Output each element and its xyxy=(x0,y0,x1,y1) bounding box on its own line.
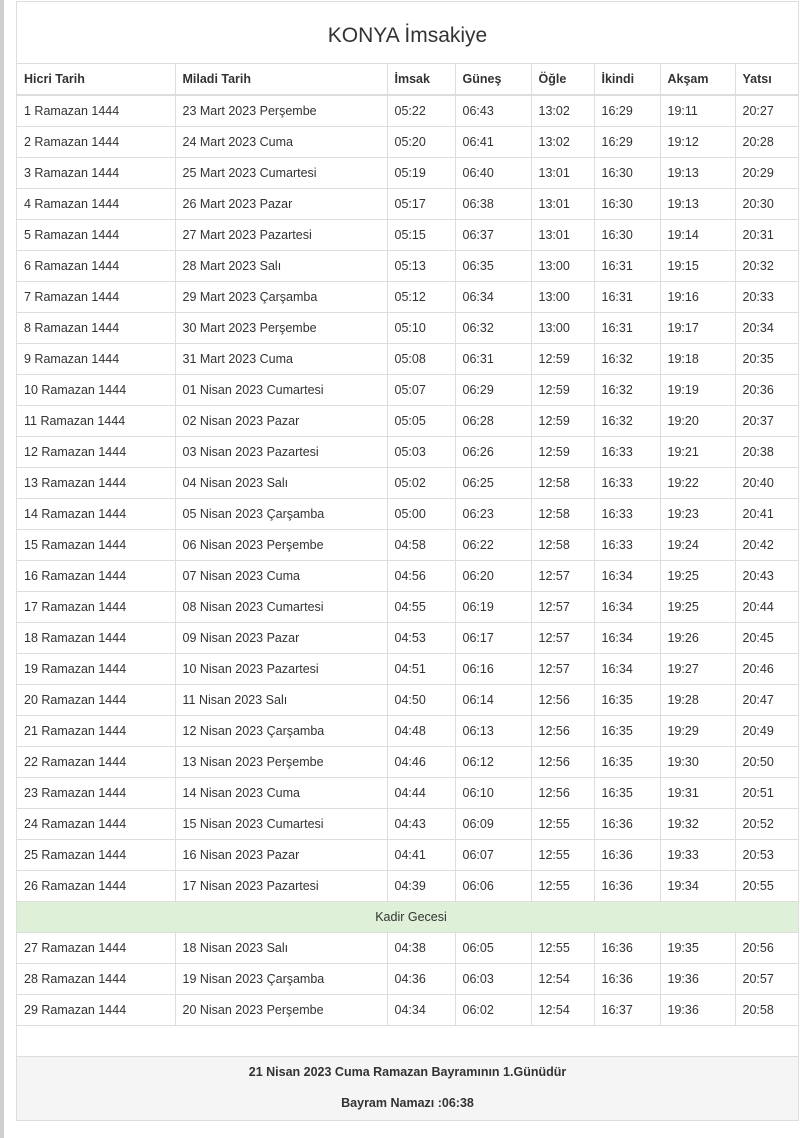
aksam-time-cell: 19:13 xyxy=(660,189,735,220)
gunes-time-cell: 06:26 xyxy=(455,437,531,468)
ogle-time-cell: 12:59 xyxy=(531,375,594,406)
hicri-date-cell: 25 Ramazan 1444 xyxy=(17,840,175,871)
miladi-date-cell: 16 Nisan 2023 Pazar xyxy=(175,840,387,871)
miladi-date-cell: 29 Mart 2023 Çarşamba xyxy=(175,282,387,313)
miladi-date-cell: 13 Nisan 2023 Perşembe xyxy=(175,747,387,778)
yatsi-time-cell: 20:42 xyxy=(735,530,798,561)
ogle-time-cell: 13:01 xyxy=(531,189,594,220)
hicri-date-cell: 1 Ramazan 1444 xyxy=(24,104,120,118)
table-body xyxy=(17,95,798,1025)
table-row xyxy=(17,747,798,778)
aksam-time-cell: 19:15 xyxy=(660,251,735,282)
gunes-time-cell: 06:29 xyxy=(455,375,531,406)
miladi-date-cell: 12 Nisan 2023 Çarşamba xyxy=(175,716,387,747)
miladi-date-cell: 20 Nisan 2023 Perşembe xyxy=(175,995,387,1026)
gunes-time-cell: 06:40 xyxy=(455,158,531,189)
table-row xyxy=(17,716,798,747)
table-row xyxy=(17,561,798,592)
ikindi-time-cell: 16:31 xyxy=(594,282,660,313)
table-row xyxy=(17,499,798,530)
window-left-edge xyxy=(0,0,4,1138)
ogle-time-cell: 13:01 xyxy=(531,158,594,189)
gunes-time-cell: 06:06 xyxy=(455,871,531,902)
aksam-time-cell: 19:23 xyxy=(660,499,735,530)
aksam-time-cell: 19:30 xyxy=(660,747,735,778)
miladi-date-cell: 04 Nisan 2023 Salı xyxy=(175,468,387,499)
gunes-time-cell: 06:03 xyxy=(455,964,531,995)
hicri-date-cell: 11 Ramazan 1444 xyxy=(17,406,175,437)
yatsi-time-cell: 20:40 xyxy=(735,468,798,499)
imsakiye-table xyxy=(17,64,798,1025)
column-header-yatsi: Yatsı xyxy=(735,64,798,95)
table-row xyxy=(17,220,798,251)
bayram-note: 21 Nisan 2023 Cuma Ramazan Bayramının 1.Günüdür xyxy=(248,1065,567,1079)
imsak-time-cell: 04:56 xyxy=(387,561,455,592)
aksam-time-cell: 19:36 xyxy=(660,995,735,1026)
imsak-time-cell: 04:51 xyxy=(387,654,455,685)
table-row xyxy=(17,933,798,964)
imsak-time-cell: 04:48 xyxy=(387,716,455,747)
imsak-time-cell: 05:15 xyxy=(387,220,455,251)
miladi-date-cell: 25 Mart 2023 Cumartesi xyxy=(175,158,387,189)
gunes-time-cell: 06:31 xyxy=(455,344,531,375)
yatsi-time-cell: 20:51 xyxy=(735,778,798,809)
hicri-date-cell: 13 Ramazan 1444 xyxy=(17,468,175,499)
imsak-time-cell: 05:22 xyxy=(387,95,455,127)
gunes-time-cell: 06:16 xyxy=(455,654,531,685)
yatsi-time-cell: 20:35 xyxy=(735,344,798,375)
gunes-time-cell: 06:14 xyxy=(455,685,531,716)
miladi-date-cell: 17 Nisan 2023 Pazartesi xyxy=(175,871,387,902)
yatsi-time-cell: 20:49 xyxy=(735,716,798,747)
yatsi-time-cell: 20:27 xyxy=(735,95,798,127)
ogle-time-cell: 12:57 xyxy=(531,592,594,623)
imsak-time-cell: 04:39 xyxy=(387,871,455,902)
gunes-time-cell: 06:43 xyxy=(455,95,531,127)
aksam-time-cell: 19:13 xyxy=(660,158,735,189)
gunes-time-cell: 06:12 xyxy=(455,747,531,778)
ikindi-time-cell: 16:34 xyxy=(594,654,660,685)
miladi-date-cell: 07 Nisan 2023 Cuma xyxy=(175,561,387,592)
table-row xyxy=(17,809,798,840)
hicri-date-cell: 18 Ramazan 1444 xyxy=(17,623,175,654)
yatsi-time-cell: 20:34 xyxy=(735,313,798,344)
miladi-date-cell: 28 Mart 2023 Salı xyxy=(175,251,387,282)
ogle-time-cell: 12:54 xyxy=(531,995,594,1026)
hicri-date-cell: 12 Ramazan 1444 xyxy=(17,437,175,468)
ogle-time-cell: 12:57 xyxy=(531,623,594,654)
gunes-time-cell: 06:35 xyxy=(455,251,531,282)
hicri-date-cell: 4 Ramazan 1444 xyxy=(17,189,175,220)
ogle-time-cell: 12:56 xyxy=(531,778,594,809)
imsak-time-cell: 05:10 xyxy=(387,313,455,344)
aksam-time-cell: 19:16 xyxy=(660,282,735,313)
gunes-time-cell: 06:17 xyxy=(455,623,531,654)
hicri-date-cell: 5 Ramazan 1444 xyxy=(17,220,175,251)
yatsi-time-cell: 20:31 xyxy=(735,220,798,251)
imsak-time-cell: 05:17 xyxy=(387,189,455,220)
yatsi-time-cell: 20:52 xyxy=(735,809,798,840)
miladi-date-cell: 24 Mart 2023 Cuma xyxy=(175,127,387,158)
ogle-time-cell: 12:56 xyxy=(531,716,594,747)
table-row xyxy=(17,592,798,623)
imsakiye-panel xyxy=(16,1,799,1121)
yatsi-time-cell: 20:32 xyxy=(735,251,798,282)
yatsi-time-cell: 20:37 xyxy=(735,406,798,437)
table-row xyxy=(17,313,798,344)
page-title: KONYA İmsakiye xyxy=(17,2,798,64)
ikindi-time-cell: 16:34 xyxy=(594,561,660,592)
imsak-time-cell: 04:43 xyxy=(387,809,455,840)
table-row xyxy=(17,778,798,809)
yatsi-time-cell: 20:36 xyxy=(735,375,798,406)
hicri-date-cell: 26 Ramazan 1444 xyxy=(17,871,175,902)
ogle-time-cell: 12:55 xyxy=(531,871,594,902)
aksam-time-cell: 19:26 xyxy=(660,623,735,654)
imsak-time-cell: 04:38 xyxy=(387,933,455,964)
imsak-time-cell: 04:58 xyxy=(387,530,455,561)
column-header-ogle: Öğle xyxy=(531,64,594,95)
ogle-time-cell: 12:56 xyxy=(531,685,594,716)
aksam-time-cell: 19:25 xyxy=(660,561,735,592)
table-row xyxy=(17,685,798,716)
gunes-time-cell: 06:19 xyxy=(455,592,531,623)
column-header-hicri: Hicri Tarih xyxy=(17,64,175,95)
aksam-time-cell: 19:19 xyxy=(660,375,735,406)
aksam-time-cell: 19:29 xyxy=(660,716,735,747)
ogle-time-cell: 12:59 xyxy=(531,344,594,375)
table-row xyxy=(17,995,798,1026)
hicri-date-cell: 23 Ramazan 1444 xyxy=(17,778,175,809)
ikindi-time-cell: 16:36 xyxy=(594,964,660,995)
table-row xyxy=(17,344,798,375)
gunes-time-cell: 06:02 xyxy=(455,995,531,1026)
yatsi-time-cell: 20:45 xyxy=(735,623,798,654)
imsak-time-cell: 05:12 xyxy=(387,282,455,313)
aksam-time-cell: 19:32 xyxy=(660,809,735,840)
imsak-time-cell: 04:50 xyxy=(387,685,455,716)
yatsi-time-cell: 20:46 xyxy=(735,654,798,685)
ikindi-time-cell: 16:34 xyxy=(594,623,660,654)
hicri-date-cell: 10 Ramazan 1444 xyxy=(17,375,175,406)
ikindi-time-cell: 16:32 xyxy=(594,375,660,406)
ikindi-time-cell: 16:31 xyxy=(594,313,660,344)
yatsi-time-cell: 20:58 xyxy=(735,995,798,1026)
table-row xyxy=(17,189,798,220)
miladi-date-cell: 31 Mart 2023 Cuma xyxy=(175,344,387,375)
imsak-time-cell: 04:36 xyxy=(387,964,455,995)
aksam-time-cell: 19:24 xyxy=(660,530,735,561)
miladi-date-cell: 23 Mart 2023 Perşembe xyxy=(175,95,387,127)
imsak-time-cell: 05:07 xyxy=(387,375,455,406)
ikindi-time-cell: 16:36 xyxy=(594,840,660,871)
aksam-time-cell: 19:36 xyxy=(660,964,735,995)
ikindi-time-cell: 16:35 xyxy=(594,778,660,809)
yatsi-time-cell: 20:33 xyxy=(735,282,798,313)
miladi-date-cell: 06 Nisan 2023 Perşembe xyxy=(175,530,387,561)
miladi-date-cell: 15 Nisan 2023 Cumartesi xyxy=(175,809,387,840)
table-spacer xyxy=(17,1025,798,1056)
aksam-time-cell: 19:33 xyxy=(660,840,735,871)
ikindi-time-cell: 16:36 xyxy=(594,871,660,902)
table-row xyxy=(17,623,798,654)
miladi-date-cell: 26 Mart 2023 Pazar xyxy=(175,189,387,220)
ikindi-time-cell: 16:35 xyxy=(594,747,660,778)
ikindi-time-cell: 16:29 xyxy=(594,127,660,158)
ogle-time-cell: 12:57 xyxy=(531,654,594,685)
miladi-date-cell: 19 Nisan 2023 Çarşamba xyxy=(175,964,387,995)
table-row xyxy=(17,654,798,685)
ikindi-time-cell: 16:30 xyxy=(594,220,660,251)
imsak-time-cell: 05:19 xyxy=(387,158,455,189)
aksam-time-cell: 19:17 xyxy=(660,313,735,344)
hicri-date-cell: 3 Ramazan 1444 xyxy=(17,158,175,189)
ogle-time-cell: 13:02 xyxy=(531,95,594,127)
aksam-time-cell: 19:21 xyxy=(660,437,735,468)
aksam-time-cell: 19:22 xyxy=(660,468,735,499)
miladi-date-cell: 03 Nisan 2023 Pazartesi xyxy=(175,437,387,468)
yatsi-time-cell: 20:53 xyxy=(735,840,798,871)
yatsi-time-cell: 20:56 xyxy=(735,933,798,964)
imsak-time-cell: 05:00 xyxy=(387,499,455,530)
hicri-date-cell: 21 Ramazan 1444 xyxy=(17,716,175,747)
ogle-time-cell: 12:58 xyxy=(531,499,594,530)
gunes-time-cell: 06:23 xyxy=(455,499,531,530)
imsak-time-cell: 05:03 xyxy=(387,437,455,468)
yatsi-time-cell: 20:57 xyxy=(735,964,798,995)
yatsi-time-cell: 20:55 xyxy=(735,871,798,902)
ogle-time-cell: 12:58 xyxy=(531,468,594,499)
table-row xyxy=(17,158,798,189)
table-row xyxy=(17,282,798,313)
hicri-date-cell: 24 Ramazan 1444 xyxy=(17,809,175,840)
ogle-time-cell: 13:00 xyxy=(531,282,594,313)
gunes-time-cell: 06:41 xyxy=(455,127,531,158)
table-row xyxy=(17,406,798,437)
miladi-date-cell: 05 Nisan 2023 Çarşamba xyxy=(175,499,387,530)
ogle-time-cell: 13:00 xyxy=(531,313,594,344)
ogle-time-cell: 12:55 xyxy=(531,933,594,964)
bayram-namazi-time: Bayram Namazı :06:38 xyxy=(341,1096,474,1110)
ikindi-time-cell: 16:33 xyxy=(594,499,660,530)
gunes-time-cell: 06:10 xyxy=(455,778,531,809)
miladi-date-cell: 11 Nisan 2023 Salı xyxy=(175,685,387,716)
imsak-time-cell: 05:13 xyxy=(387,251,455,282)
gunes-time-cell: 06:38 xyxy=(455,189,531,220)
hicri-date-cell: 7 Ramazan 1444 xyxy=(17,282,175,313)
ikindi-time-cell: 16:32 xyxy=(594,344,660,375)
aksam-time-cell: 19:25 xyxy=(660,592,735,623)
aksam-time-cell: 19:34 xyxy=(660,871,735,902)
table-row xyxy=(17,437,798,468)
ogle-time-cell: 12:57 xyxy=(531,561,594,592)
gunes-time-cell: 06:34 xyxy=(455,282,531,313)
gunes-time-cell: 06:20 xyxy=(455,561,531,592)
yatsi-time-cell: 20:38 xyxy=(735,437,798,468)
imsak-time-cell: 04:55 xyxy=(387,592,455,623)
hicri-date-cell: 9 Ramazan 1444 xyxy=(17,344,175,375)
gunes-time-cell: 06:25 xyxy=(455,468,531,499)
yatsi-time-cell: 20:30 xyxy=(735,189,798,220)
hicri-date-cell: 6 Ramazan 1444 xyxy=(17,251,175,282)
table-row xyxy=(17,871,798,902)
yatsi-time-cell: 20:28 xyxy=(735,127,798,158)
ogle-time-cell: 13:02 xyxy=(531,127,594,158)
ikindi-time-cell: 16:37 xyxy=(594,995,660,1026)
aksam-time-cell: 19:14 xyxy=(660,220,735,251)
aksam-time-cell: 19:20 xyxy=(660,406,735,437)
bayram-footer xyxy=(17,1056,798,1120)
gunes-time-cell: 06:05 xyxy=(455,933,531,964)
ikindi-time-cell: 16:35 xyxy=(594,685,660,716)
hicri-date-cell: 17 Ramazan 1444 xyxy=(17,592,175,623)
yatsi-time-cell: 20:41 xyxy=(735,499,798,530)
hicri-date-cell: 29 Ramazan 1444 xyxy=(17,995,175,1026)
gunes-time-cell: 06:13 xyxy=(455,716,531,747)
table-row xyxy=(17,95,798,127)
gunes-time-cell: 06:28 xyxy=(455,406,531,437)
miladi-date-cell: 10 Nisan 2023 Pazartesi xyxy=(175,654,387,685)
imsak-time-cell: 05:20 xyxy=(387,127,455,158)
table-row xyxy=(17,251,798,282)
table-row xyxy=(17,530,798,561)
table-header-row xyxy=(17,64,798,95)
hicri-date-cell: 20 Ramazan 1444 xyxy=(17,685,175,716)
aksam-time-cell: 19:18 xyxy=(660,344,735,375)
imsak-time-cell: 05:08 xyxy=(387,344,455,375)
ogle-time-cell: 12:58 xyxy=(531,530,594,561)
ikindi-time-cell: 16:33 xyxy=(594,468,660,499)
ogle-time-cell: 12:55 xyxy=(531,840,594,871)
imsak-time-cell: 04:53 xyxy=(387,623,455,654)
table-row xyxy=(17,375,798,406)
imsak-time-cell: 04:46 xyxy=(387,747,455,778)
table-row xyxy=(17,468,798,499)
column-header-gunes: Güneş xyxy=(455,64,531,95)
ikindi-time-cell: 16:33 xyxy=(594,437,660,468)
column-header-miladi: Miladi Tarih xyxy=(175,64,387,95)
column-header-aksam: Akşam xyxy=(660,64,735,95)
ogle-time-cell: 12:54 xyxy=(531,964,594,995)
aksam-time-cell: 19:12 xyxy=(660,127,735,158)
imsak-time-cell: 04:41 xyxy=(387,840,455,871)
hicri-date-cell: 22 Ramazan 1444 xyxy=(17,747,175,778)
hicri-date-cell: 19 Ramazan 1444 xyxy=(17,654,175,685)
ikindi-time-cell: 16:30 xyxy=(594,158,660,189)
miladi-date-cell: 08 Nisan 2023 Cumartesi xyxy=(175,592,387,623)
hicri-date-cell: 14 Ramazan 1444 xyxy=(17,499,175,530)
ogle-time-cell: 12:55 xyxy=(531,809,594,840)
aksam-time-cell: 19:27 xyxy=(660,654,735,685)
yatsi-time-cell: 20:47 xyxy=(735,685,798,716)
ogle-time-cell: 12:56 xyxy=(531,747,594,778)
table-row xyxy=(17,127,798,158)
table-row xyxy=(17,964,798,995)
gunes-time-cell: 06:22 xyxy=(455,530,531,561)
ikindi-time-cell: 16:32 xyxy=(594,406,660,437)
column-header-imsak: İmsak xyxy=(387,64,455,95)
kadir-gecesi-row xyxy=(17,902,798,933)
aksam-time-cell: 19:11 xyxy=(660,95,735,127)
ogle-time-cell: 12:59 xyxy=(531,406,594,437)
ikindi-time-cell: 16:35 xyxy=(594,716,660,747)
ogle-time-cell: 12:59 xyxy=(531,437,594,468)
aksam-time-cell: 19:35 xyxy=(660,933,735,964)
imsak-time-cell: 04:44 xyxy=(387,778,455,809)
miladi-date-cell: 14 Nisan 2023 Cuma xyxy=(175,778,387,809)
miladi-date-cell: 27 Mart 2023 Pazartesi xyxy=(175,220,387,251)
table-row xyxy=(17,840,798,871)
miladi-date-cell: 01 Nisan 2023 Cumartesi xyxy=(175,375,387,406)
ogle-time-cell: 13:01 xyxy=(531,220,594,251)
yatsi-time-cell: 20:29 xyxy=(735,158,798,189)
yatsi-time-cell: 20:43 xyxy=(735,561,798,592)
yatsi-time-cell: 20:50 xyxy=(735,747,798,778)
hicri-date-cell: 2 Ramazan 1444 xyxy=(17,127,175,158)
aksam-time-cell: 19:28 xyxy=(660,685,735,716)
gunes-time-cell: 06:09 xyxy=(455,809,531,840)
imsak-time-cell: 05:02 xyxy=(387,468,455,499)
hicri-date-cell: 15 Ramazan 1444 xyxy=(17,530,175,561)
ogle-time-cell: 13:00 xyxy=(531,251,594,282)
ikindi-time-cell: 16:29 xyxy=(594,95,660,127)
kadir-gecesi-label: Kadir Gecesi xyxy=(17,902,798,933)
hicri-date-cell: 28 Ramazan 1444 xyxy=(17,964,175,995)
ikindi-time-cell: 16:33 xyxy=(594,530,660,561)
aksam-time-cell: 19:31 xyxy=(660,778,735,809)
ikindi-time-cell: 16:30 xyxy=(594,189,660,220)
gunes-time-cell: 06:37 xyxy=(455,220,531,251)
miladi-date-cell: 09 Nisan 2023 Pazar xyxy=(175,623,387,654)
ikindi-time-cell: 16:36 xyxy=(594,933,660,964)
hicri-date-cell: 27 Ramazan 1444 xyxy=(17,933,175,964)
gunes-time-cell: 06:32 xyxy=(455,313,531,344)
ikindi-time-cell: 16:31 xyxy=(594,251,660,282)
ikindi-time-cell: 16:34 xyxy=(594,592,660,623)
miladi-date-cell: 30 Mart 2023 Perşembe xyxy=(175,313,387,344)
yatsi-time-cell: 20:44 xyxy=(735,592,798,623)
gunes-time-cell: 06:07 xyxy=(455,840,531,871)
hicri-date-cell: 8 Ramazan 1444 xyxy=(17,313,175,344)
imsak-time-cell: 05:05 xyxy=(387,406,455,437)
miladi-date-cell: 18 Nisan 2023 Salı xyxy=(175,933,387,964)
column-header-ikindi: İkindi xyxy=(594,64,660,95)
miladi-date-cell: 02 Nisan 2023 Pazar xyxy=(175,406,387,437)
ikindi-time-cell: 16:36 xyxy=(594,809,660,840)
hicri-date-cell: 16 Ramazan 1444 xyxy=(17,561,175,592)
imsak-time-cell: 04:34 xyxy=(387,995,455,1026)
